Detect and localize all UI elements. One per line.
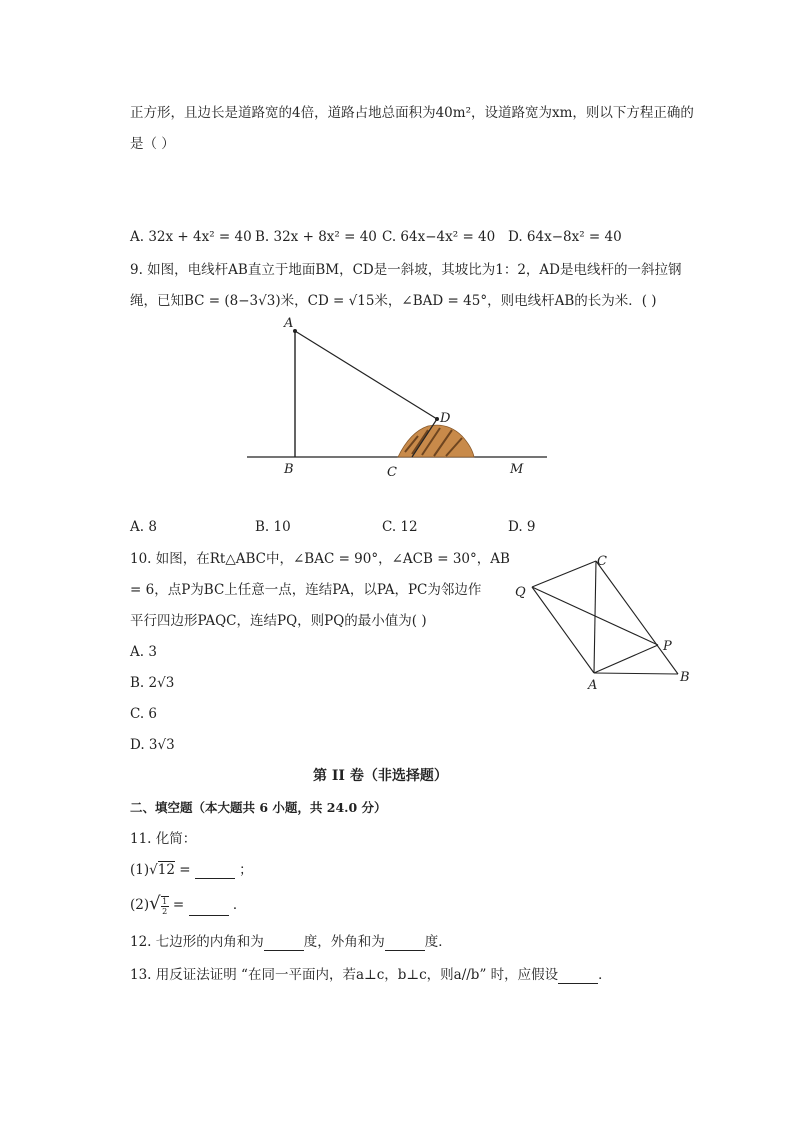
q8-option-b: B. 32x + 8x² = 40: [255, 229, 377, 245]
q12-blank-2[interactable]: [385, 936, 425, 951]
q11-sub2-den: 2: [162, 906, 168, 916]
q11-sub2-prefix: (2): [130, 897, 150, 913]
section-heading: 二、填空题（本大题共 6 小题，共 24.0 分）: [130, 800, 387, 815]
seg-ab: [594, 673, 678, 674]
q12-part1: 12. 七边形的内角和为: [130, 934, 264, 950]
label-p: P: [663, 639, 672, 654]
part2-title: 第 II 卷（非选择题）: [313, 768, 448, 784]
label-d: D: [440, 411, 451, 426]
q13-part1: 13. 用反证法证明 “在同一平面内，若a⊥c，b⊥c，则a//b” 时，应假设: [130, 967, 559, 983]
label-c: C: [387, 465, 397, 480]
q11-sub2-num: 1: [162, 896, 168, 906]
seg-pa: [594, 645, 658, 673]
q13: [130, 966, 612, 984]
seg-qc: [532, 561, 596, 587]
q12-part2: 度，外角和为: [303, 934, 385, 950]
seg-ca: [594, 561, 596, 673]
q8-option-a: A. 32x + 4x² = 40: [130, 229, 252, 245]
label-a2: A: [588, 678, 598, 693]
q8-line1: 正方形，且边长是道路宽的4倍，道路占地总面积为40m²，设道路宽为xm，则以下方程正确的: [130, 105, 694, 121]
q8-line2: 是（ ）: [130, 136, 175, 152]
label-b2: B: [680, 670, 690, 685]
q11-sub1-end: ；: [239, 862, 253, 878]
q11-sub2-fraction: [161, 896, 169, 916]
q11-stem: 11. 化简：: [130, 831, 197, 847]
q11-sub2-end: ．: [232, 897, 247, 913]
q12-part3: 度．: [424, 934, 452, 950]
label-m: M: [510, 462, 524, 477]
q10-option-b: B. 2√3: [130, 675, 175, 691]
q11-sub1-prefix: (1): [130, 862, 150, 878]
q9-line2: 绳，已知BC = (8−3√3)米，CD = √15米，∠BAD = 45°，则电线杆AB的长为米．( ): [130, 293, 657, 309]
q8-option-c: C. 64x−4x² = 40: [382, 229, 496, 245]
q9-option-c: C. 12: [382, 519, 418, 535]
q11-sub1: [130, 861, 253, 879]
q11-sub2: [130, 895, 246, 923]
q10-line2: = 6，点P为BC上任意一点，连结PA，以PA，PC为邻边作: [130, 582, 482, 598]
q10-line3: 平行四边形PAQC，连结PQ，则PQ的最小值为( ): [130, 613, 427, 629]
q11-sub2-eq: =: [172, 897, 185, 913]
q11-answer-blank-1[interactable]: [195, 864, 235, 879]
sqrt-sign: √: [149, 893, 161, 914]
q10-option-a: A. 3: [130, 644, 157, 660]
sqrt-sign: √: [149, 862, 158, 878]
label-b: B: [284, 462, 294, 477]
q9-line1: 9. 如图，电线杆AB直立于地面BM，CD是一斜坡，其坡比为1：2，AD是电线杆的一斜拉钢: [130, 262, 682, 278]
q9-option-a: A. 8: [130, 519, 157, 535]
q10-line1: 10. 如图，在Rt△ABC中，∠BAC = 90°，∠ACB = 30°，AB: [130, 551, 510, 567]
q11-answer-blank-2[interactable]: [189, 901, 229, 916]
q12-blank-1[interactable]: [264, 936, 304, 951]
label-q: Q: [515, 585, 526, 600]
q12: [130, 933, 452, 951]
q13-part2: ．: [598, 967, 612, 983]
q10-option-d: D. 3√3: [130, 737, 175, 753]
q8-option-d: D. 64x−8x² = 40: [508, 229, 622, 245]
seg-qa: [532, 587, 594, 673]
q9-option-d: D. 9: [508, 519, 536, 535]
q9-option-b: B. 10: [255, 519, 291, 535]
q13-blank[interactable]: [558, 969, 598, 984]
label-a: A: [284, 316, 294, 331]
q10-option-c: C. 6: [130, 706, 158, 722]
q11-sub1-radicand: 12: [157, 862, 175, 878]
label-c2: C: [597, 554, 607, 569]
q11-sub1-eq: =: [179, 862, 191, 878]
seg-cb: [596, 561, 678, 674]
